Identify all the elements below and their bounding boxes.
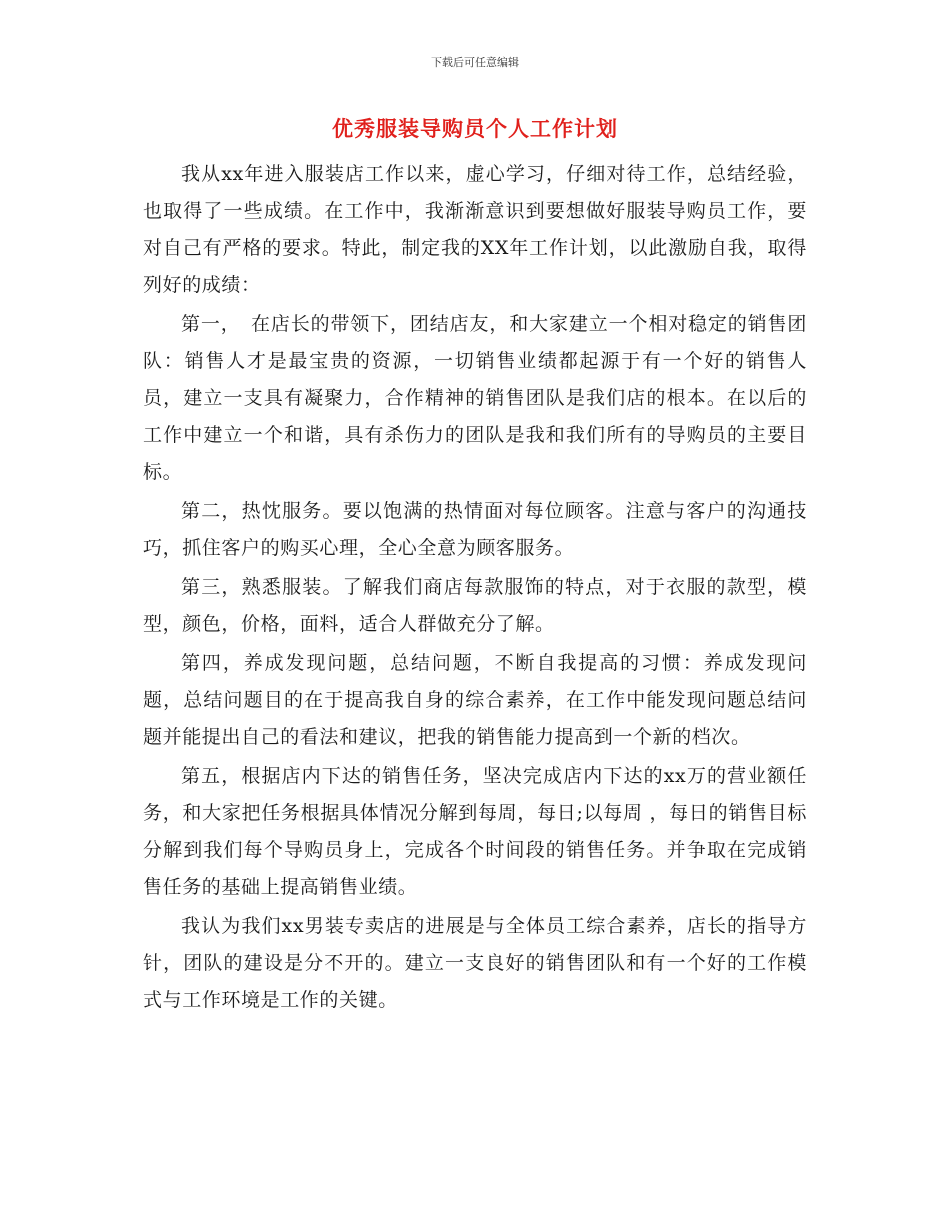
- paragraph-conclusion: 我认为我们xx男装专卖店的进展是与全体员工综合素养，店长的指导方针，团队的建设是分不开的。建立一支良好的销售团队和有一个好的工作模式与工作环境是工作的关键。: [143, 915, 807, 1011]
- document-title: 优秀服装导购员个人工作计划: [332, 117, 618, 141]
- header-note: 下载后可任意编辑: [431, 56, 519, 69]
- paragraph-point-5: 第五，根据店内下达的销售任务，坚决完成店内下达的xx万的营业额任务，和大家把任务根据具体情况分解到每周，每日;以每周 ，每日的销售目标分解到我们每个导购员身上，完成各个时间段的销售任务。并争取在完成销售任务的基础上提高销售业绩。: [143, 765, 807, 898]
- paragraph-intro: 我从xx年进入服装店工作以来，虚心学习，仔细对待工作，总结经验，也取得了一些成绩。在工作中，我渐渐意识到要想做好服装导购员工作，要对自己有严格的要求。特此，制定我的XX年工作计划，以此激励自我，取得列好的成绩：: [143, 163, 807, 296]
- paragraph-point-3: 第三，熟悉服装。了解我们商店每款服饰的特点，对于衣服的款型，模型，颜色，价格，面料，适合人群做充分了解。: [143, 576, 807, 635]
- paragraph-point-4: 第四，养成发现问题，总结问题，不断自我提高的习惯：养成发现问题，总结问题目的在于提高我自身的综合素养，在工作中能发现问题总结问题并能提出自己的看法和建议，把我的销售能力提高到一个新的档次。: [143, 652, 807, 748]
- paragraph-point-2: 第二，热忱服务。要以饱满的热情面对每位顾客。注意与客户的沟通技巧，抓住客户的购买心理，全心全意为顾客服务。: [143, 500, 807, 559]
- document-body: [143, 156, 807, 1021]
- paragraph-point-1: 第一， 在店长的带领下，团结店友，和大家建立一个相对稳定的销售团队：销售人才是最宝贵的资源，一切销售业绩都起源于有一个好的销售人员，建立一支具有凝聚力，合作精神的销售团队是我们店的根本。在以后的工作中建立一个和谐，具有杀伤力的团队是我和我们所有的导购员的主要目标。: [143, 313, 807, 483]
